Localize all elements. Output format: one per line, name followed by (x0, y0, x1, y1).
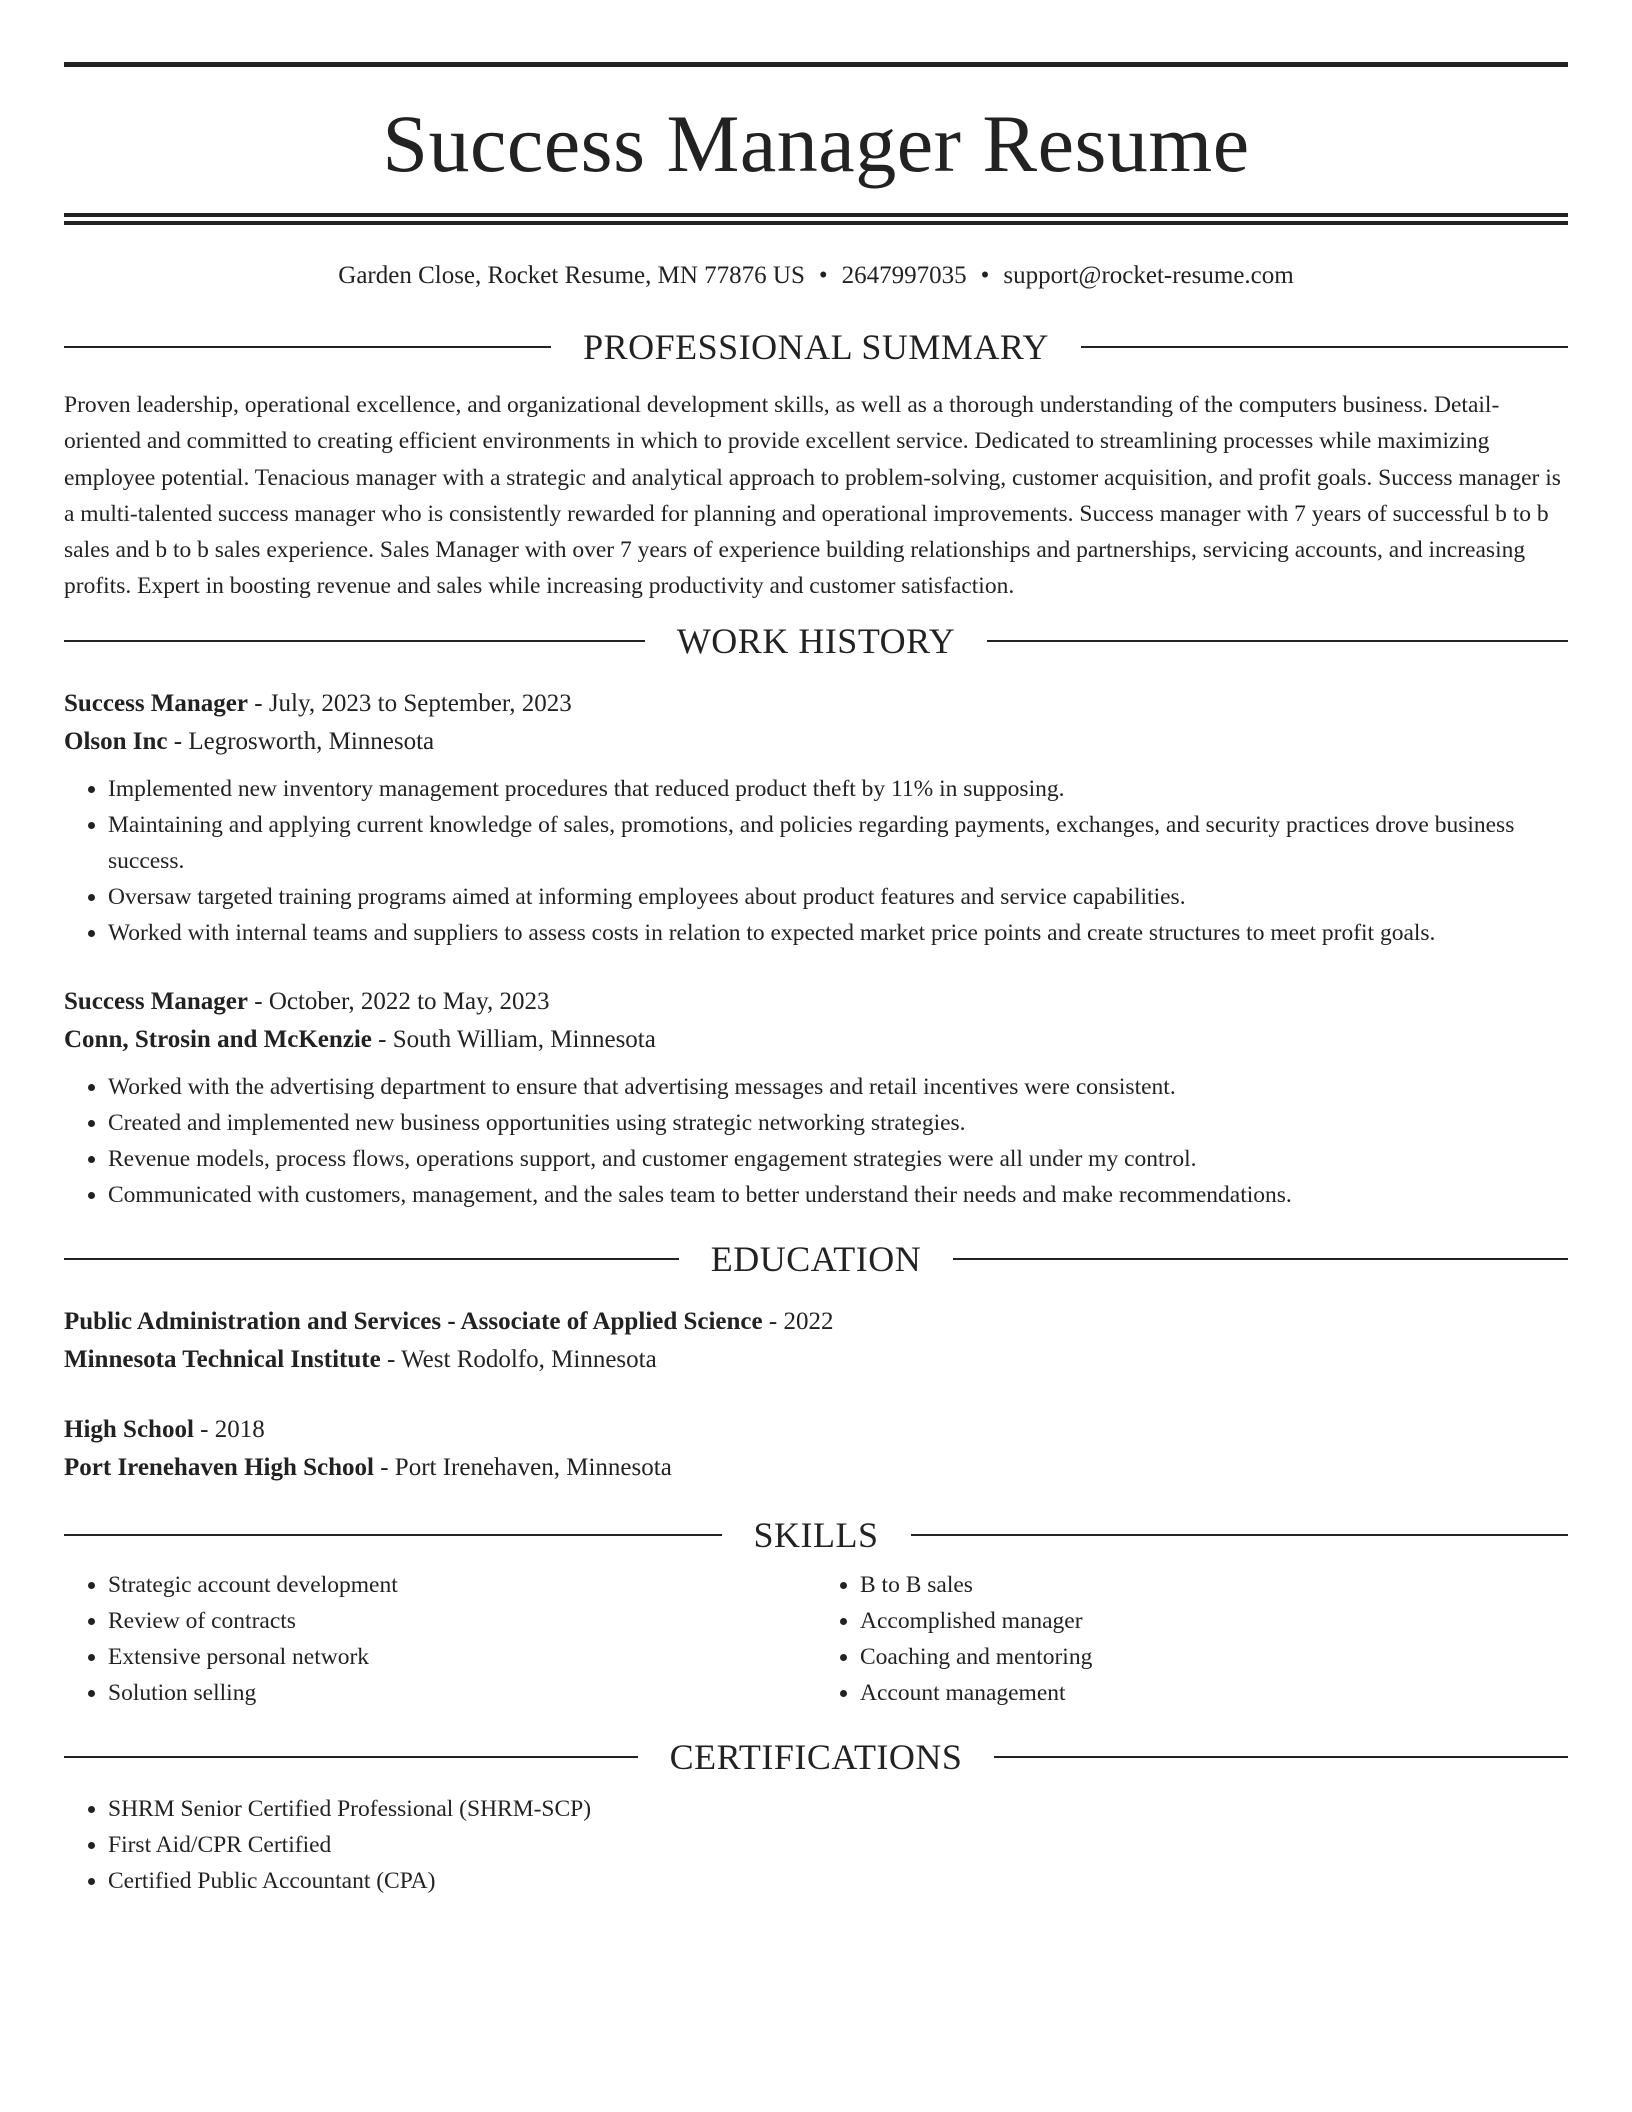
education-entry (64, 1303, 1568, 1379)
skills-section-heading (64, 1514, 1568, 1555)
summary-section-heading (64, 329, 1568, 365)
contact-phone: 2647997035 (841, 262, 967, 289)
skills-columns (64, 1567, 1568, 1711)
work-heading-label: WORK HISTORY (676, 620, 956, 661)
contact-address: Garden Close, Rocket Resume, MN 77876 US (338, 262, 805, 289)
heading-rule-left (64, 1258, 679, 1260)
skill-item: • B to B sales (860, 1567, 1568, 1603)
education-entry (64, 1411, 1568, 1487)
job-bullet: • Revenue models, process flows, operations support, and customer engagement strategies were all under my control. (108, 1141, 1568, 1177)
job-entry (64, 685, 1568, 951)
job-title: Success Manager (64, 689, 248, 717)
job-dates: - October, 2022 to May, 2023 (248, 987, 550, 1015)
education-school: Port Irenehaven High School (64, 1453, 374, 1481)
summary-text: Proven leadership, operational excellence, and organizational development skills, as well as a thorough understanding of the computers business. Detail-oriented and committed to creating efficient environments in which to provide excellent service. Dedicated to streamlining processes while maximizing employee potential. Tenacious manager with a strategic and analytical approach to problem-solving, customer acquisition, and profit goals. Success manager is a multi-talented success manager who is consistently rewarded for planning and operational improvements. Success manager with 7 years of successful b to b sales and b to b sales experience. Sales Manager with over 7 years of experience building relationships and partnerships, servicing accounts, and increasing profits. Expert in boosting revenue and sales while increasing productivity and customer satisfaction. (64, 392, 1561, 600)
education-location: - Port Irenehaven, Minnesota (373, 1453, 672, 1481)
job-entry (64, 983, 1568, 1213)
education-heading-label: EDUCATION (710, 1238, 922, 1279)
job-bullet: • Oversaw targeted training programs aimed at informing employees about product features and service capabilities. (108, 879, 1568, 915)
certifications-section-heading (64, 1736, 1568, 1777)
education-degree-line (64, 1303, 1568, 1341)
job-location: - South William, Minnesota (371, 1025, 656, 1053)
heading-rule-right (911, 1534, 1569, 1536)
job-bullet: • Worked with internal teams and suppliers to assess costs in relation to expected market price points and create structures to meet profit goals. (108, 915, 1568, 951)
education-degree-line (64, 1411, 1568, 1449)
job-company-line (64, 1021, 1568, 1059)
heading-rule-right (953, 1258, 1568, 1260)
heading-rule-right (994, 1756, 1568, 1758)
heading-rule-left (64, 1756, 638, 1758)
job-title-line (64, 983, 1568, 1021)
certification-item: • Certified Public Accountant (CPA) (108, 1863, 1568, 1899)
heading-rule-right (987, 640, 1568, 642)
certifications-list (64, 1791, 1568, 1899)
work-section-heading (64, 620, 1568, 661)
heading-rule-right (1081, 346, 1568, 348)
education-school: Minnesota Technical Institute (64, 1345, 381, 1373)
skills-list-right (816, 1567, 1568, 1711)
title-double-rule (64, 213, 1568, 225)
certifications-heading-label: CERTIFICATIONS (669, 1736, 963, 1777)
job-bullet: • Worked with the advertising department to ensure that advertising messages and retail incentives were consistent. (108, 1069, 1568, 1105)
contact-line (64, 263, 1568, 288)
education-section-heading (64, 1238, 1568, 1279)
skill-item: • Strategic account development (108, 1567, 816, 1603)
job-bullet: • Maintaining and applying current knowledge of sales, promotions, and policies regarding payments, exchanges, and security practices drove business success. (108, 807, 1568, 879)
job-company-line (64, 723, 1568, 761)
education-degree: High School (64, 1415, 194, 1443)
skill-item: • Coaching and mentoring (860, 1639, 1568, 1675)
education-degree: Public Administration and Services - Associate of Applied Science (64, 1307, 763, 1335)
education-school-line (64, 1341, 1568, 1379)
job-title-line (64, 685, 1568, 723)
heading-rule-left (64, 346, 551, 348)
skill-item: • Account management (860, 1675, 1568, 1711)
heading-rule-left (64, 640, 645, 642)
education-location: - West Rodolfo, Minnesota (380, 1345, 657, 1373)
skill-item: • Accomplished manager (860, 1603, 1568, 1639)
top-rule (64, 62, 1568, 67)
education-year: - 2018 (193, 1415, 265, 1443)
education-year: - 2022 (762, 1307, 834, 1335)
skill-item: • Extensive personal network (108, 1639, 816, 1675)
job-bullets (64, 1069, 1568, 1213)
contact-email: support@rocket-resume.com (1003, 262, 1294, 289)
job-bullets (64, 771, 1568, 951)
certification-item: • SHRM Senior Certified Professional (SHRM-SCP) (108, 1791, 1568, 1827)
skill-item: • Solution selling (108, 1675, 816, 1711)
job-dates: - July, 2023 to September, 2023 (248, 689, 572, 717)
certification-item: • First Aid/CPR Certified (108, 1827, 1568, 1863)
document-title: Success Manager Resume (382, 98, 1250, 189)
job-bullet: • Implemented new inventory management procedures that reduced product theft by 11% in supposing. (108, 771, 1568, 807)
job-bullet: • Communicated with customers, management, and the sales team to better understand their needs and make recommendations. (108, 1177, 1568, 1213)
contact-separator: • (980, 262, 990, 289)
education-school-line (64, 1449, 1568, 1487)
skills-list-left (64, 1567, 816, 1711)
skills-heading-label: SKILLS (753, 1514, 879, 1555)
contact-separator: • (818, 262, 828, 289)
job-title: Success Manager (64, 987, 248, 1015)
job-location: - Legrosworth, Minnesota (167, 727, 435, 755)
heading-rule-left (64, 1534, 722, 1536)
job-company: Olson Inc (64, 727, 168, 755)
skill-item: • Review of contracts (108, 1603, 816, 1639)
job-bullet: • Created and implemented new business opportunities using strategic networking strategies. (108, 1105, 1568, 1141)
summary-heading-label: PROFESSIONAL SUMMARY (583, 327, 1049, 367)
job-company: Conn, Strosin and McKenzie (64, 1025, 372, 1053)
